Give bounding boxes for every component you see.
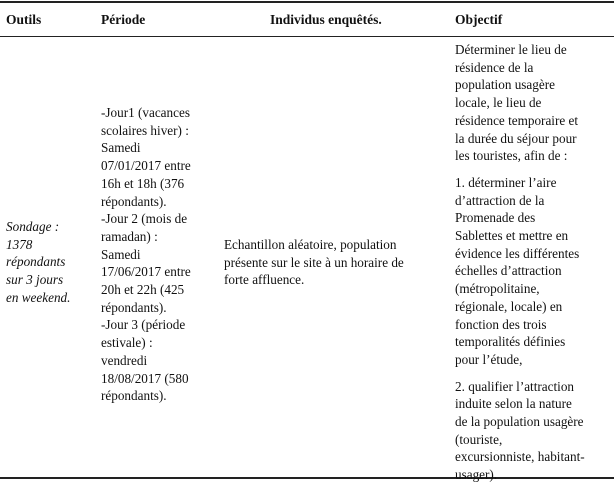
individus-cell — [224, 236, 404, 289]
objectif-cell — [455, 41, 585, 484]
periode-line: répondants). — [101, 193, 167, 209]
objectif-line: les touristes, afin de : — [455, 148, 568, 164]
periode-line: estivale) : — [101, 335, 153, 351]
objectif-line: (touriste, — [455, 431, 503, 447]
objectif-line: temporalités définies — [455, 334, 566, 350]
periode-line: Samedi — [101, 140, 141, 156]
objectif-line: induite selon la nature — [455, 396, 572, 412]
periode-line: 16h et 18h (376 — [101, 175, 185, 191]
table-top-rule — [0, 1, 614, 3]
periode-line: vendredi — [101, 352, 148, 368]
periode-line: -Jour1 (vacances — [101, 105, 190, 120]
periode-line: Samedi — [101, 246, 141, 262]
individus-line: présente sur le site à un horaire de — [224, 254, 404, 270]
objectif-line: résidence temporaire et — [455, 112, 579, 128]
header-outils: Outils — [6, 12, 42, 27]
outils-line: Sondage : — [6, 219, 60, 234]
header-individus: Individus enquêtés. — [270, 12, 382, 27]
objectif-line: régionale, locale) en — [455, 298, 563, 314]
outils-line: sur 3 jours — [6, 272, 64, 288]
outils-line: répondants — [6, 254, 66, 270]
periode-line: répondants). — [101, 299, 167, 315]
objectif-line: pour l’étude, — [455, 351, 523, 367]
outils-line: en weekend. — [6, 289, 71, 305]
objectif-line: usager). — [455, 467, 498, 483]
outils-line: 1378 — [6, 236, 33, 252]
objectif-line: évidence les différentes — [455, 245, 580, 261]
individus-line: forte affluence. — [224, 272, 305, 288]
objectif-line: d’attraction de la — [455, 192, 545, 208]
periode-line: 07/01/2017 entre — [101, 158, 191, 174]
periode-line: -Jour 3 (période — [101, 317, 186, 333]
objectif-line: 2. qualifier l’attraction — [455, 378, 575, 394]
objectif-paragraph-2 — [455, 174, 585, 369]
objectif-line: 1. déterminer l’aire — [455, 174, 557, 190]
objectif-line: résidence de la — [455, 59, 534, 75]
header-objectif: Objectif — [455, 12, 503, 27]
objectif-line: Promenade des — [455, 210, 536, 226]
objectif-line: Déterminer le lieu de — [455, 42, 567, 57]
outils-cell — [6, 218, 70, 307]
periode-cell — [101, 104, 191, 405]
header-periode: Période — [101, 12, 146, 27]
periode-line: scolaires hiver) : — [101, 122, 189, 138]
objectif-line: de la population usagère — [455, 414, 584, 430]
periode-line: répondants). — [101, 388, 167, 404]
individus-line: Echantillon aléatoire, population — [224, 237, 397, 252]
periode-line: 18/08/2017 (580 — [101, 370, 189, 386]
periode-line: 20h et 22h (425 — [101, 282, 185, 298]
periode-line: ramadan) : — [101, 228, 158, 244]
header-bottom-rule — [0, 36, 614, 37]
objectif-paragraph-3 — [455, 378, 585, 484]
objectif-line: population usagère — [455, 77, 555, 93]
periode-line: 17/06/2017 entre — [101, 264, 191, 280]
objectif-line: Sablettes et mettre en — [455, 228, 569, 244]
objectif-paragraph-1 — [455, 41, 585, 165]
objectif-line: la durée du séjour pour — [455, 130, 577, 146]
periode-line: -Jour 2 (mois de — [101, 211, 188, 227]
objectif-line: locale, le lieu de — [455, 95, 542, 111]
objectif-line: (métropolitaine, — [455, 281, 540, 297]
objectif-line: fonction des trois — [455, 316, 547, 332]
objectif-line: excursionniste, habitant- — [455, 449, 585, 465]
objectif-line: échelles d’attraction — [455, 263, 562, 279]
